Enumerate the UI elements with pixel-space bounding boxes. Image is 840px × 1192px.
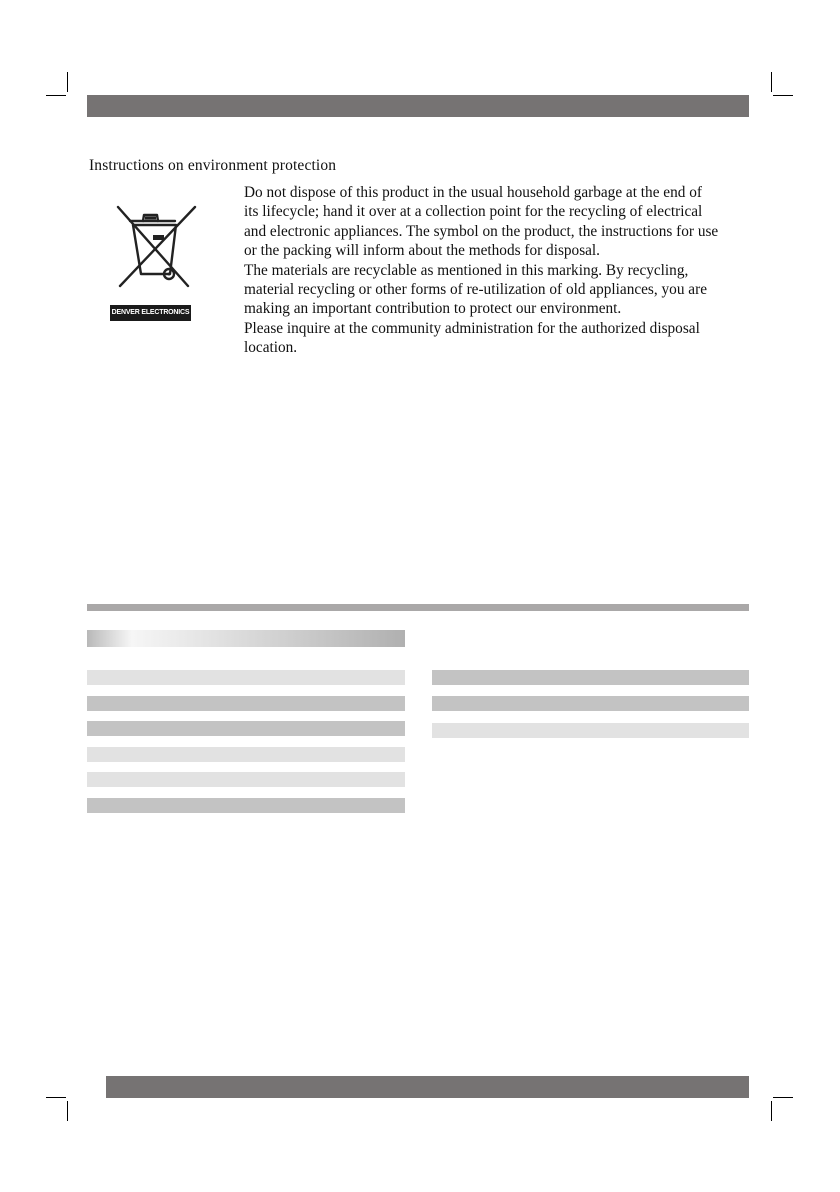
body-line: The materials are recyclable as mentioned in this marking. By recycling,: [244, 261, 689, 279]
body-line: Do not dispose of this product in the usual household garbage at the end of: [244, 184, 702, 201]
table-row-strip: [87, 747, 405, 762]
crop-mark-top-right-h: [773, 95, 793, 96]
table-row-strip: [432, 696, 749, 711]
table-row-strip: [432, 723, 749, 738]
header-bar: [87, 95, 749, 117]
body-line: Please inquire at the community administration for the authorized disposal: [244, 319, 700, 337]
body-line: and electronic appliances. The symbol on the product, the instructions for use: [244, 222, 719, 240]
crop-mark-bottom-left-v: [67, 1101, 68, 1121]
crop-mark-top-right-v: [771, 72, 772, 92]
crop-mark-top-left-h: [46, 95, 66, 96]
body-line: or the packing will inform about the methods for disposal.: [244, 242, 601, 260]
body-line: location.: [244, 339, 298, 357]
table-row-strip: [87, 798, 405, 813]
table-row-strip: [87, 696, 405, 711]
table-row-strip: [432, 670, 749, 685]
crop-mark-bottom-left-h: [46, 1097, 66, 1098]
section-title: Instructions on environment protection: [89, 157, 337, 174]
crop-mark-bottom-right-v: [771, 1101, 772, 1121]
crop-mark-top-left-v: [67, 72, 68, 92]
disposal-instructions-text: [244, 183, 748, 358]
body-line: making an important contribution to protect our environment.: [244, 300, 622, 318]
body-line: material recycling or other forms of re-utilization of old appliances, you are: [244, 281, 707, 299]
table-row-strip: [87, 670, 405, 685]
divider-bar: [87, 604, 749, 611]
footer-bar: [106, 1076, 749, 1098]
table-row-strip: [87, 772, 405, 787]
body-line: its lifecycle; hand it over at a collection point for the recycling of electrical: [244, 203, 703, 221]
crossed-out-wheelie-bin-icon: [112, 204, 198, 292]
table-row-strip: [87, 721, 405, 736]
gradient-header-strip: [87, 630, 405, 647]
crop-mark-bottom-right-h: [773, 1097, 793, 1098]
denver-electronics-logo: DENVER ELECTRONICS: [110, 305, 191, 321]
